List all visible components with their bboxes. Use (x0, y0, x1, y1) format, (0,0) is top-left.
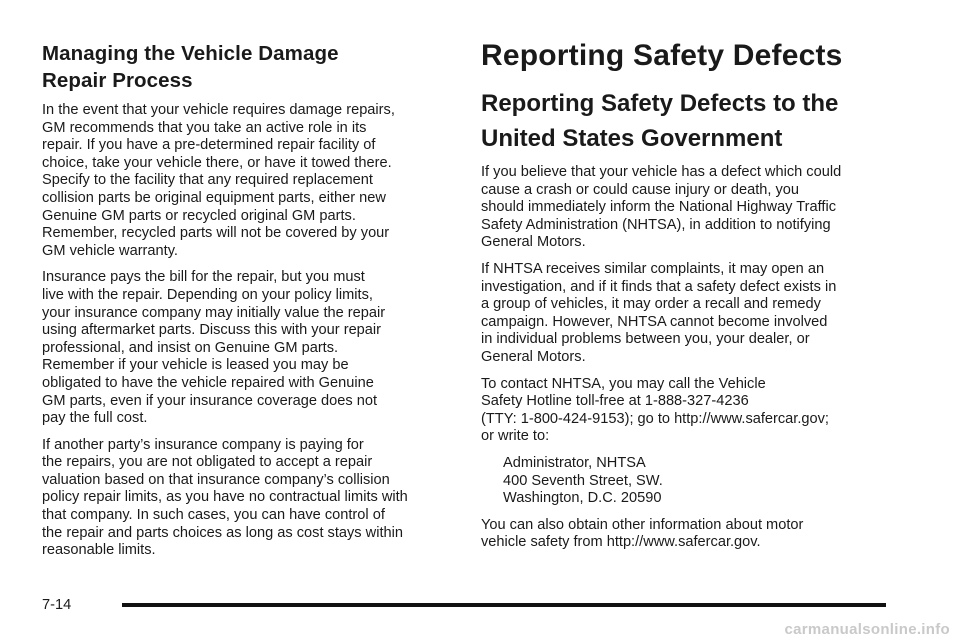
paragraph: If another party’s insurance company is paying for the repairs, you are not obligated to accept a repair valuation based on that insurance company’s collision policy repair limits, as you have no contractual limits with that company. In such cases, you can have control of the repair and parts choices as long as cost stays within reasonable limits. (42, 436, 408, 559)
page-number: 7-14 (42, 597, 72, 613)
paragraph: If NHTSA receives similar complaints, it may open an investigation, and if it finds that a safety defect exists in a group of vehicles, it may order a recall and remedy campaign. However, NHTSA cannot become involved in individual problems between you, your dealer, or General Motors. (481, 260, 837, 365)
address-line: Washington, D.C. 20590 (503, 490, 662, 507)
paragraph: To contact NHTSA, you may call the Vehicle Safety Hotline toll-free at 1-888-327-4236 (TTY: 1-800-424-9153); go to http://www.safercar.gov; or write to: (481, 375, 829, 445)
section-heading-damage-repair: Managing the Vehicle Damage Repair Process (42, 42, 339, 92)
address-line: 400 Seventh Street, SW. (503, 472, 663, 489)
address-line: Administrator, NHTSA (503, 454, 646, 471)
mailing-address (481, 455, 901, 508)
paragraph: You can also obtain other information about motor vehicle safety from http://www.safercar.gov. (481, 516, 804, 551)
paragraph: Insurance pays the bill for the repair, but you must live with the repair. Depending on your policy limits, your insurance company may initially value the repair using aftermarket parts. Discuss this with your repair professional, and insist on Genuine GM parts. Remember if your vehicle is leased you may be obligated to have the vehicle repaired with Genuine GM parts, even if your insurance coverage does not pay the full cost. (42, 269, 386, 427)
right-column (481, 36, 901, 561)
paragraph: In the event that your vehicle requires damage repairs, GM recommends that you take an active role in its repair. If you have a pre-determined repair facility of choice, take your vehicle there, or have it towed there. Specify to the facility that any required replacement collision parts be original equipment parts, either new Genuine GM parts or recycled original GM parts. Remember, recycled parts will not be covered by your GM vehicle warranty. (42, 102, 395, 259)
section-heading-us-government: Reporting Safety Defects to the United States Government (481, 90, 839, 152)
footer-rule (122, 603, 886, 607)
page-title: Reporting Safety Defects (481, 39, 843, 72)
watermark: carmanualsonline.info (784, 621, 950, 638)
left-column (42, 40, 452, 569)
paragraph: If you believe that your vehicle has a defect which could cause a crash or could cause injury or death, you should immediately inform the National Highway Traffic Safety Administration (NHTSA), in addition to notifying General Motors. (481, 164, 842, 251)
